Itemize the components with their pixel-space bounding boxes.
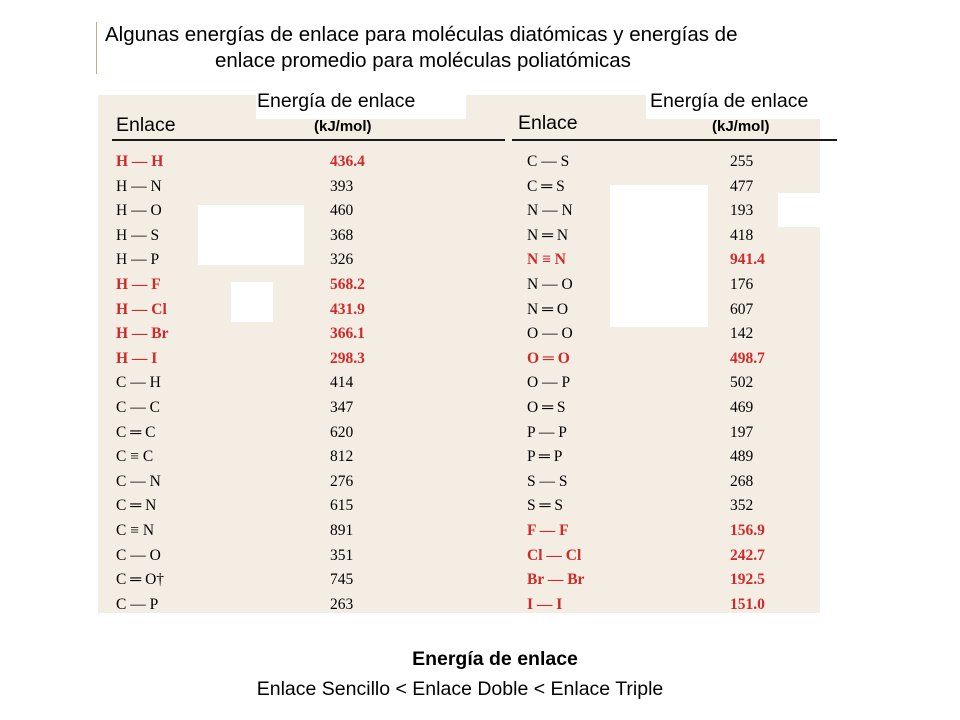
footer-comparison: Enlace Sencillo < Enlace Doble < Enlace Triple bbox=[256, 678, 664, 700]
table-row bbox=[116, 322, 416, 347]
bond-energy-value: 436.4 bbox=[330, 153, 365, 170]
bond-label: C — N bbox=[116, 472, 161, 490]
bond-energy-value: 568.2 bbox=[330, 276, 365, 293]
left-header-bond: Enlace bbox=[116, 114, 176, 136]
bond-energy-value: 351 bbox=[330, 546, 354, 564]
title-line-2: enlace promedio para moléculas poliatómicas bbox=[215, 49, 631, 72]
bond-energy-value: 489 bbox=[730, 448, 754, 466]
bond-label: F — F bbox=[527, 522, 569, 539]
bond-label: N ═ O bbox=[527, 300, 569, 318]
bond-energy-value: 352 bbox=[730, 497, 754, 515]
bond-label: C ═ S bbox=[527, 177, 565, 195]
table-row bbox=[527, 544, 827, 569]
table-row bbox=[116, 470, 416, 495]
bond-energy-value: 607 bbox=[730, 300, 754, 318]
table-row bbox=[527, 519, 827, 544]
bond-energy-value: 242.7 bbox=[730, 546, 765, 564]
table-row bbox=[116, 150, 416, 175]
bond-energy-value: 941.4 bbox=[730, 251, 765, 269]
bond-label: H — N bbox=[116, 177, 162, 195]
bond-energy-value: 615 bbox=[330, 497, 354, 515]
bond-label: C — C bbox=[116, 399, 160, 416]
table-row bbox=[116, 494, 416, 519]
bond-label: N — O bbox=[527, 276, 573, 293]
right-header-unit: (kJ/mol) bbox=[712, 118, 770, 135]
bond-label: C ≡ C bbox=[116, 448, 154, 466]
bond-label: C — P bbox=[116, 595, 159, 613]
slide-title bbox=[96, 22, 857, 74]
bond-energy-value: 891 bbox=[330, 522, 354, 539]
bond-label: O ═ S bbox=[527, 399, 566, 416]
bond-label: C — H bbox=[116, 374, 161, 392]
bond-label: H — O bbox=[116, 202, 162, 220]
left-header-unit: (kJ/mol) bbox=[314, 118, 372, 135]
table-row bbox=[527, 224, 827, 249]
table-row bbox=[527, 347, 827, 372]
bond-label: S — S bbox=[527, 472, 568, 490]
bond-energy-value: 276 bbox=[330, 472, 354, 490]
bond-energy-value: 192.5 bbox=[730, 571, 765, 589]
bond-label: H — F bbox=[116, 276, 161, 293]
bond-label: O — P bbox=[527, 374, 571, 392]
table-row bbox=[527, 593, 827, 618]
bond-label: P ═ P bbox=[527, 448, 563, 466]
bond-energy-value: 620 bbox=[330, 423, 354, 441]
bond-energy-value: 366.1 bbox=[330, 325, 365, 343]
table-row bbox=[527, 150, 827, 175]
table-row bbox=[527, 396, 827, 421]
bond-label: H — Br bbox=[116, 325, 169, 343]
table-row bbox=[116, 371, 416, 396]
table-row bbox=[116, 396, 416, 421]
bond-energy-value: 347 bbox=[330, 399, 354, 416]
bond-energy-value: 255 bbox=[730, 153, 754, 170]
table-row bbox=[116, 199, 416, 224]
bond-label: C ═ O† bbox=[116, 571, 165, 589]
bond-energy-value: 460 bbox=[330, 202, 354, 220]
table-row bbox=[527, 371, 827, 396]
bond-energy-value: 142 bbox=[730, 325, 754, 343]
table-row bbox=[116, 421, 416, 446]
table-row bbox=[116, 519, 416, 544]
bond-label: H — H bbox=[116, 153, 164, 170]
bond-energy-value: 477 bbox=[730, 177, 754, 195]
bond-energy-value: 812 bbox=[330, 448, 354, 466]
bond-energy-value: 326 bbox=[330, 251, 354, 269]
bond-energy-value: 418 bbox=[730, 226, 754, 244]
table-row bbox=[527, 470, 827, 495]
bond-label: O — O bbox=[527, 325, 573, 343]
bond-label: O ═ O bbox=[527, 349, 570, 367]
table-row bbox=[527, 568, 827, 593]
title-line-1: Algunas energías de enlace para moléculas diatómicas y energías de bbox=[105, 23, 738, 46]
table-row bbox=[116, 298, 416, 323]
table-row bbox=[116, 544, 416, 569]
right-header-bond: Enlace bbox=[518, 112, 578, 134]
table-row bbox=[527, 273, 827, 298]
right-header-rule bbox=[512, 139, 837, 141]
bond-label: P — P bbox=[527, 423, 567, 441]
bond-label: C ≡ N bbox=[116, 522, 155, 539]
bond-energy-value: 298.3 bbox=[330, 349, 365, 367]
bond-energy-value: 498.7 bbox=[730, 349, 765, 367]
bond-label: N ≡ N bbox=[527, 251, 566, 269]
bond-energy-value: 176 bbox=[730, 276, 754, 293]
bond-energy-value: 368 bbox=[330, 226, 354, 244]
bond-label: H — S bbox=[116, 226, 160, 244]
bond-label: C — S bbox=[527, 153, 570, 170]
bond-energy-value: 745 bbox=[330, 571, 354, 589]
table-row bbox=[116, 445, 416, 470]
table-row bbox=[527, 298, 827, 323]
bond-energy-value: 151.0 bbox=[730, 595, 765, 613]
table-row bbox=[116, 224, 416, 249]
bond-label: C — O bbox=[116, 546, 161, 564]
table-row bbox=[527, 421, 827, 446]
bond-energy-value: 197 bbox=[730, 423, 754, 441]
bond-energy-value: 469 bbox=[730, 399, 754, 416]
table-row bbox=[116, 248, 416, 273]
bond-energy-value: 156.9 bbox=[730, 522, 765, 539]
bond-energy-value: 414 bbox=[330, 374, 354, 392]
table-row bbox=[527, 494, 827, 519]
table-row bbox=[527, 322, 827, 347]
bond-label: H — I bbox=[116, 349, 158, 367]
table-row bbox=[116, 175, 416, 200]
bond-energy-value: 502 bbox=[730, 374, 754, 392]
left-header-rule bbox=[112, 139, 505, 141]
table-row bbox=[527, 445, 827, 470]
bond-energy-value: 268 bbox=[730, 472, 754, 490]
bond-label: C ═ C bbox=[116, 423, 156, 441]
table-row bbox=[116, 347, 416, 372]
bond-label: N ═ N bbox=[527, 226, 569, 244]
bond-energy-value: 263 bbox=[330, 595, 354, 613]
bond-label: S ═ S bbox=[527, 497, 563, 515]
bond-energy-value: 193 bbox=[730, 202, 754, 220]
bond-label: H — P bbox=[116, 251, 160, 269]
bond-label: Cl — Cl bbox=[527, 546, 582, 564]
table-row bbox=[527, 199, 827, 224]
table-row bbox=[116, 273, 416, 298]
bond-label: Br — Br bbox=[527, 571, 585, 589]
bond-label: C ═ N bbox=[116, 497, 157, 515]
bond-label: I — I bbox=[527, 595, 563, 613]
left-header-energy: Energía de enlace bbox=[257, 90, 416, 112]
footer-title: Energía de enlace bbox=[412, 648, 578, 670]
bond-energy-value: 393 bbox=[330, 177, 354, 195]
table-row bbox=[527, 175, 827, 200]
bond-energy-value: 431.9 bbox=[330, 300, 365, 318]
table-row bbox=[527, 248, 827, 273]
table-row bbox=[116, 593, 416, 618]
table-row bbox=[116, 568, 416, 593]
bond-label: N — N bbox=[527, 202, 573, 220]
right-header-energy: Energía de enlace bbox=[650, 90, 809, 112]
bond-label: H — Cl bbox=[116, 300, 167, 318]
